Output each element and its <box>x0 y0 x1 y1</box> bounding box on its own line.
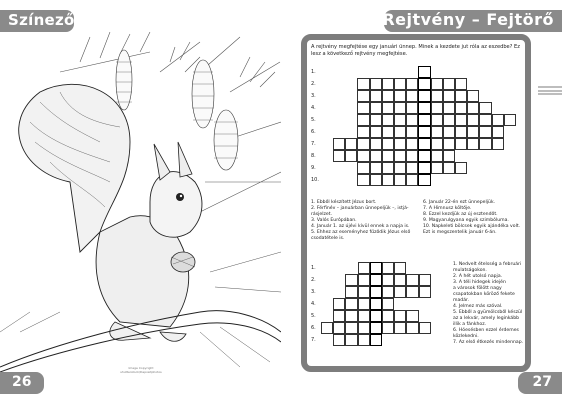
row-number: 3. <box>311 289 316 295</box>
art-caption: Image Copyright shutterstock/Depositphotos <box>120 366 162 374</box>
grid-cell[interactable] <box>394 138 406 150</box>
grid-cell[interactable] <box>394 114 406 126</box>
crossword-2-clues <box>453 262 527 346</box>
grid-cell[interactable] <box>382 114 394 126</box>
grid-cell[interactable] <box>382 126 394 138</box>
grid-cell[interactable] <box>358 262 370 274</box>
grid-cell[interactable] <box>467 138 479 150</box>
grid-cell[interactable] <box>394 262 406 274</box>
grid-cell[interactable] <box>333 298 345 310</box>
grid-cell[interactable] <box>479 114 491 126</box>
grid-cell[interactable] <box>406 310 418 322</box>
grid-cell[interactable] <box>467 126 479 138</box>
solution-cell[interactable] <box>370 298 382 310</box>
left-page-title: Színező <box>8 11 75 29</box>
row-number: 9. <box>311 165 316 171</box>
row-number: 4. <box>311 105 316 111</box>
grid-cell[interactable] <box>443 162 455 174</box>
grid-cell[interactable] <box>345 310 357 322</box>
grid-cell[interactable] <box>357 102 369 114</box>
grid-cell[interactable] <box>455 114 467 126</box>
row-number: 1. <box>311 69 316 75</box>
grid-cell[interactable] <box>443 90 455 102</box>
grid-cell[interactable] <box>431 126 443 138</box>
grid-cell[interactable] <box>419 286 431 298</box>
grid-cell[interactable] <box>382 138 394 150</box>
row-number: 8. <box>311 153 316 159</box>
grid-cell[interactable] <box>345 150 357 162</box>
grid-cell[interactable] <box>345 138 357 150</box>
row-number: 6. <box>311 325 316 331</box>
grid-cell[interactable] <box>358 310 370 322</box>
grid-cell[interactable] <box>370 102 382 114</box>
grid-cell[interactable] <box>443 114 455 126</box>
grid-cell[interactable] <box>333 310 345 322</box>
page-number-right-band <box>518 372 562 394</box>
solution-cell[interactable] <box>418 66 430 78</box>
grid-cell[interactable] <box>443 138 455 150</box>
grid-cell[interactable] <box>394 286 406 298</box>
grid-cell[interactable] <box>357 150 369 162</box>
clue-item: 3. Valós Európában. <box>311 218 357 223</box>
grid-cell[interactable] <box>345 274 357 286</box>
clue-item: 1. Ebből készített Jézus bort. <box>311 200 377 205</box>
solution-cell[interactable] <box>370 334 382 346</box>
grid-cell[interactable] <box>406 174 418 186</box>
grid-cell[interactable] <box>358 274 370 286</box>
clue-item: 2. Férfinév – januárban ünnepeljük –, istjá- <box>311 206 409 211</box>
grid-cell[interactable] <box>382 102 394 114</box>
grid-cell[interactable] <box>370 126 382 138</box>
grid-cell[interactable] <box>333 322 345 334</box>
grid-cell[interactable] <box>382 262 394 274</box>
solution-cell[interactable] <box>418 126 430 138</box>
grid-cell[interactable] <box>419 322 431 334</box>
row-number: 7. <box>311 141 316 147</box>
header-left-band <box>0 10 74 32</box>
clue-item: közlekedni. <box>453 334 479 339</box>
grid-cell[interactable] <box>333 150 345 162</box>
grid-cell[interactable] <box>394 102 406 114</box>
header-right-band <box>384 10 562 32</box>
row-number: 5. <box>311 117 316 123</box>
grid-cell[interactable] <box>382 298 394 310</box>
grid-cell[interactable] <box>357 90 369 102</box>
solution-cell[interactable] <box>418 78 430 90</box>
grid-cell[interactable] <box>443 150 455 162</box>
row-number: 3. <box>311 93 316 99</box>
grid-cell[interactable] <box>406 274 418 286</box>
grid-cell[interactable] <box>431 78 443 90</box>
grid-cell[interactable] <box>479 126 491 138</box>
grid-cell[interactable] <box>382 162 394 174</box>
row-number: 2. <box>311 277 316 283</box>
grid-cell[interactable] <box>358 322 370 334</box>
grid-cell[interactable] <box>455 138 467 150</box>
grid-cell[interactable] <box>382 286 394 298</box>
grid-cell[interactable] <box>394 322 406 334</box>
grid-cell[interactable] <box>406 90 418 102</box>
grid-cell[interactable] <box>370 174 382 186</box>
row-number: 2. <box>311 81 316 87</box>
grid-cell[interactable] <box>370 114 382 126</box>
grid-cell[interactable] <box>504 114 516 126</box>
clue-item: 4. Jelmez más szóval. <box>453 304 503 309</box>
grid-cell[interactable] <box>370 150 382 162</box>
solution-cell[interactable] <box>418 138 430 150</box>
clue-item: Ezt is megszentelik január 6-án. <box>423 230 497 235</box>
grid-cell[interactable] <box>357 138 369 150</box>
grid-cell[interactable] <box>358 286 370 298</box>
grid-cell[interactable] <box>455 162 467 174</box>
grid-cell[interactable] <box>357 162 369 174</box>
grid-cell[interactable] <box>455 126 467 138</box>
clue-item: 4. Január 1. az újévi kívül ennek a napja is. <box>311 224 410 229</box>
page-number-left: 26 <box>12 374 32 390</box>
grid-cell[interactable] <box>345 298 357 310</box>
clue-item: illik a fánkhoz. <box>453 322 487 327</box>
grid-cell[interactable] <box>382 310 394 322</box>
grid-cell[interactable] <box>431 150 443 162</box>
grid-cell[interactable] <box>467 102 479 114</box>
grid-cell[interactable] <box>406 102 418 114</box>
grid-cell[interactable] <box>358 298 370 310</box>
grid-cell[interactable] <box>431 162 443 174</box>
crossword-1-clues-left <box>311 200 419 242</box>
grid-cell[interactable] <box>394 162 406 174</box>
clue-item: 10. Napkeleti bölcsek egyik ajándéka volt. <box>423 224 521 229</box>
grid-cell[interactable] <box>455 78 467 90</box>
clue-item: 9. Magyarulgyana egyik szimbóluma. <box>423 218 509 223</box>
clue-item: mulatságokon. <box>453 268 487 273</box>
grid-cell[interactable] <box>394 126 406 138</box>
crossword-1-clues-right <box>423 200 529 236</box>
clue-item: 2. A hét utolsó napja. <box>453 274 503 279</box>
clue-item: 5. Ebből a gyümölcsből készül <box>453 310 523 315</box>
page-number-right: 27 <box>532 374 552 390</box>
grid-cell[interactable] <box>382 150 394 162</box>
clue-item: 3. A téli hidegek idején <box>453 280 506 285</box>
grid-cell[interactable] <box>382 274 394 286</box>
grid-cell[interactable] <box>431 138 443 150</box>
grid-cell[interactable] <box>333 334 345 346</box>
solution-cell[interactable] <box>418 102 430 114</box>
grid-cell[interactable] <box>394 150 406 162</box>
clue-item: csapatokban köröző fekete <box>453 292 515 297</box>
grid-cell[interactable] <box>370 90 382 102</box>
grid-cell[interactable] <box>455 102 467 114</box>
clue-item: 7. A Himnusz költője. <box>423 206 472 211</box>
solution-cell[interactable] <box>370 322 382 334</box>
puzzle-card <box>301 34 531 372</box>
grid-cell[interactable] <box>492 114 504 126</box>
clue-item: 5. Ehhez az eseményhez fűződik Jézus első <box>311 230 411 235</box>
grid-cell[interactable] <box>443 126 455 138</box>
clue-item: 7. Az első étkezés mindennap. <box>453 340 524 345</box>
clue-item: rásjelzet. <box>311 212 332 217</box>
grid-cell[interactable] <box>492 126 504 138</box>
clue-item: 1. Nedvelt ételsség a februári <box>453 262 522 267</box>
grid-cell[interactable] <box>406 322 418 334</box>
right-page <box>281 0 562 400</box>
grid-cell[interactable] <box>431 102 443 114</box>
grid-cell[interactable] <box>467 114 479 126</box>
squirrel-coloring-illustration <box>0 32 281 372</box>
solution-cell[interactable] <box>370 286 382 298</box>
grid-cell[interactable] <box>382 78 394 90</box>
solution-cell[interactable] <box>370 310 382 322</box>
grid-cell[interactable] <box>357 78 369 90</box>
solution-cell[interactable] <box>370 274 382 286</box>
grid-cell[interactable] <box>406 162 418 174</box>
grid-cell[interactable] <box>370 78 382 90</box>
row-number: 10. <box>311 177 319 183</box>
grid-cell[interactable] <box>345 322 357 334</box>
grid-cell[interactable] <box>394 310 406 322</box>
grid-cell[interactable] <box>492 138 504 150</box>
page-number-left-band <box>0 372 44 394</box>
grid-cell[interactable] <box>394 78 406 90</box>
grid-cell[interactable] <box>345 334 357 346</box>
clue-item: 6. Hóesésben ezzel érdemes <box>453 328 519 333</box>
row-number: 6. <box>311 129 316 135</box>
puzzle-intro: A rejtvény megfejtése egy januári ünnep. Minek a kezdete jut róla az eszedbe? Ez lesz a következő rejtvény megfejtése. <box>311 44 520 57</box>
grid-cell[interactable] <box>394 174 406 186</box>
grid-cell[interactable] <box>479 102 491 114</box>
grid-cell[interactable] <box>419 274 431 286</box>
clue-item: 8. Ezzel kezdjük az új esztendőt. <box>423 212 498 217</box>
solution-cell[interactable] <box>418 90 430 102</box>
clue-item: 6. Január 22-én ezt ünnepeljük. <box>423 200 496 205</box>
solution-cell[interactable] <box>370 262 382 274</box>
grid-cell[interactable] <box>431 90 443 102</box>
grid-cell[interactable] <box>358 334 370 346</box>
grid-cell[interactable] <box>443 78 455 90</box>
row-number: 4. <box>311 301 316 307</box>
grid-cell[interactable] <box>321 322 333 334</box>
grid-cell[interactable] <box>406 138 418 150</box>
grid-cell[interactable] <box>431 114 443 126</box>
row-number: 7. <box>311 337 316 343</box>
solution-cell[interactable] <box>418 150 430 162</box>
grid-cell[interactable] <box>357 114 369 126</box>
grid-cell[interactable] <box>345 286 357 298</box>
grid-cell[interactable] <box>357 174 369 186</box>
clue-item: az a lekvár, amely leginkább <box>453 316 520 321</box>
clue-item: madár. <box>453 298 469 303</box>
grid-cell[interactable] <box>382 174 394 186</box>
clue-item: a városok fölött nagy <box>453 286 502 291</box>
grid-cell[interactable] <box>406 286 418 298</box>
grid-cell[interactable] <box>382 322 394 334</box>
row-number: 5. <box>311 313 316 319</box>
grid-cell[interactable] <box>467 90 479 102</box>
grid-cell[interactable] <box>455 90 467 102</box>
grid-cell[interactable] <box>406 114 418 126</box>
grid-cell[interactable] <box>406 78 418 90</box>
solution-cell[interactable] <box>418 114 430 126</box>
solution-cell[interactable] <box>418 174 430 186</box>
decorative-stripes <box>538 86 562 100</box>
grid-cell[interactable] <box>406 126 418 138</box>
grid-cell[interactable] <box>443 102 455 114</box>
right-page-title: Rejtvény – Fejtörő <box>382 10 554 29</box>
row-number: 1. <box>311 265 316 271</box>
grid-cell[interactable] <box>479 138 491 150</box>
grid-cell[interactable] <box>333 138 345 150</box>
grid-cell[interactable] <box>370 162 382 174</box>
grid-cell[interactable] <box>357 126 369 138</box>
grid-cell[interactable] <box>382 90 394 102</box>
clue-item: csodatétele is. <box>311 236 345 241</box>
grid-cell[interactable] <box>370 138 382 150</box>
grid-cell[interactable] <box>394 274 406 286</box>
solution-cell[interactable] <box>418 162 430 174</box>
grid-cell[interactable] <box>394 90 406 102</box>
grid-cell[interactable] <box>406 150 418 162</box>
